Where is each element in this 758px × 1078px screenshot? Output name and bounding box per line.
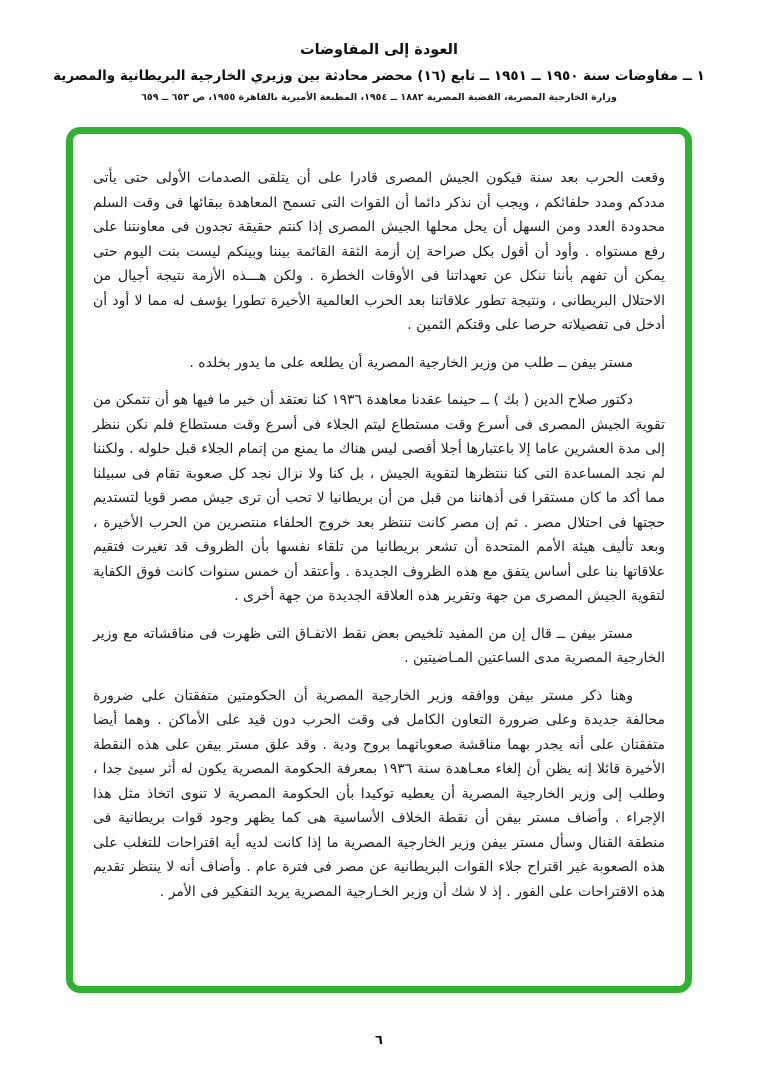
page-title: العودة إلى المفاوضات bbox=[300, 42, 458, 58]
paragraph: دكتور صلاح الدين ( بك ) ــ حينما عقدنا معاهدة ١٩٣٦ كنا نعتقد أن خير ما فيها هو أن نتمكن من تقوية الجيش المصرى فى أسرع وقت مستطاع ليتم الجلاء فى أسرع وقت مستطاع فلم نكن ننظر إلى مدة العشرين عاما إلا باعتبارها أجلا أقصى ليس هناك ما يمنع من إتمام الجلاء قبل حلوله . ولكننا لم نجد المساعدة التى كنا ننتظرها لتقوية الجيش ، بل كنا ولا نزال نجد كل صعوبة تقام فى سبيلنا مما أكد ما كان مستقرا فى أذهاننا من قبل من أن بريطانيا لا تحب أن ترى جيش مصر قويا لتستديم حجتها فى احتلال مصر . ثم إن مصر كانت تنتظر بعد خروج الحلفاء منتصرين من الحرب الأخيرة ، وبعد تأليف هيئة الأمم المتحدة أن تشعر بريطانيا من تلقاء نفسها بأن الظروف قد تغيرت فتقيم علاقاتها بنا على أساس يتفق مع هذه الظروف الجديدة . وأعتقد أن خمس سنوات كانت فوق الكفاية لتقوية الجيش المصرى من جهة وتقرير هذه العلاقة الجديدة من جهة أخرى . bbox=[93, 392, 665, 604]
source-citation: وزارة الخارجية المصرية، القضية المصرية ١٨٨٢ ــ ١٩٥٤، المطبعة الأميرية بالقاهرة ١٩٥٥، ص ٦٥٣ ــ ٦٥٩ bbox=[141, 92, 617, 103]
paragraph: مستر بيفن ــ طلب من وزير الخارجية المصرية أن يطلعه على ما يدور بخلده . bbox=[189, 354, 633, 371]
paragraph: وقعت الحرب بعد سنة فيكون الجيش المصرى قادرا على أن يتلقى الصدمات الأولى حتى يأتى مددكم ومدد حلفائكم ، ويجب أن نذكر دائما أن القوات التى تسمح المعاهدة ببقائها فى وقت السلم محدودة العدد ومن السهل أن يحل محلها الجيش المصرى إذا كنتم حقيقة تجدون فى معاونتنا على رفع مستواه . وأود أن أقول بكل صراحة إن أزمة الثقة القائمة بيننا وبينكم ليست بنت اليوم حتى يمكن أن تفهم بأننا ننكل عن تعهداتنا فى الأوقات الخطرة . ولكن هـــذه الأزمة نتيجة أجيال من الاحتلال البريطانى ، ونتيجة تطور علاقاتنا بعد الحرب العالمية الأخيرة تطورا يؤسف له مما لا أود أن أدخل فى تفصيلاته حرصا على وقتكم الثمين . bbox=[93, 170, 665, 333]
page-header bbox=[0, 0, 758, 103]
paragraph: مستر بيفن ــ قال إن من المفيد تلخيص بعض نقط الاتفـاق التى ظهرت فى مناقشاته مع وزير الخارجية المصرية مدى الساعتين المـاضيتين . bbox=[93, 625, 665, 666]
highlighted-region bbox=[66, 127, 692, 993]
paragraph: وهنا ذكر مستر بيفن ووافقه وزير الخارجية المصرية أن الحكومتين متفقتان على ضرورة محالفة جديدة وعلى ضرورة التعاون الكامل فى وقت الحرب دون قيد على الأماكن . وهما أيضا متفقتان على أنه يجدر بهما مناقشة صعوباتهما بروح ودية . وقد علق مستر بيفن على هذه النقطة الأخيرة قائلا إنه يظن أن إلغاء معـاهدة سنة ١٩٣٦ بمعرفة الحكومة المصرية يكون له أثر سيئ جدا ، وطلب إلى وزير الخارجية المصرية أن يعطيه توكيدا بأن الحكومة المصرية لا تنوى اتخاذ مثل هذا الإجراء . وأضاف مستر بيفن أن نقطة الخلاف الأساسية هى كما يظهر وجود قوات بريطانية فى منطقة القنال وسأل مستر بيفن وزير الخارجية المصرية ما إذا كانت لديه أية اقتراحات للتغلب على هذه الصعوبة غير اقتراح جلاء القوات البريطانية عن مصر فى فترة عام . وأضاف أنه لا ينتظر تقديم هذه الاقتراحات على الفور . إذ لا شك أن وزير الخـارجية المصرية يريد التفكير فى الأمر . bbox=[93, 687, 665, 900]
page-number: ٦ bbox=[375, 1033, 383, 1048]
document-heading: ١ ــ مفاوضات سنة ١٩٥٠ ــ ١٩٥١ ــ تابع (١٦) محضر محادثة بين وزيري الخارجية البريطانية والمصرية bbox=[53, 68, 705, 84]
